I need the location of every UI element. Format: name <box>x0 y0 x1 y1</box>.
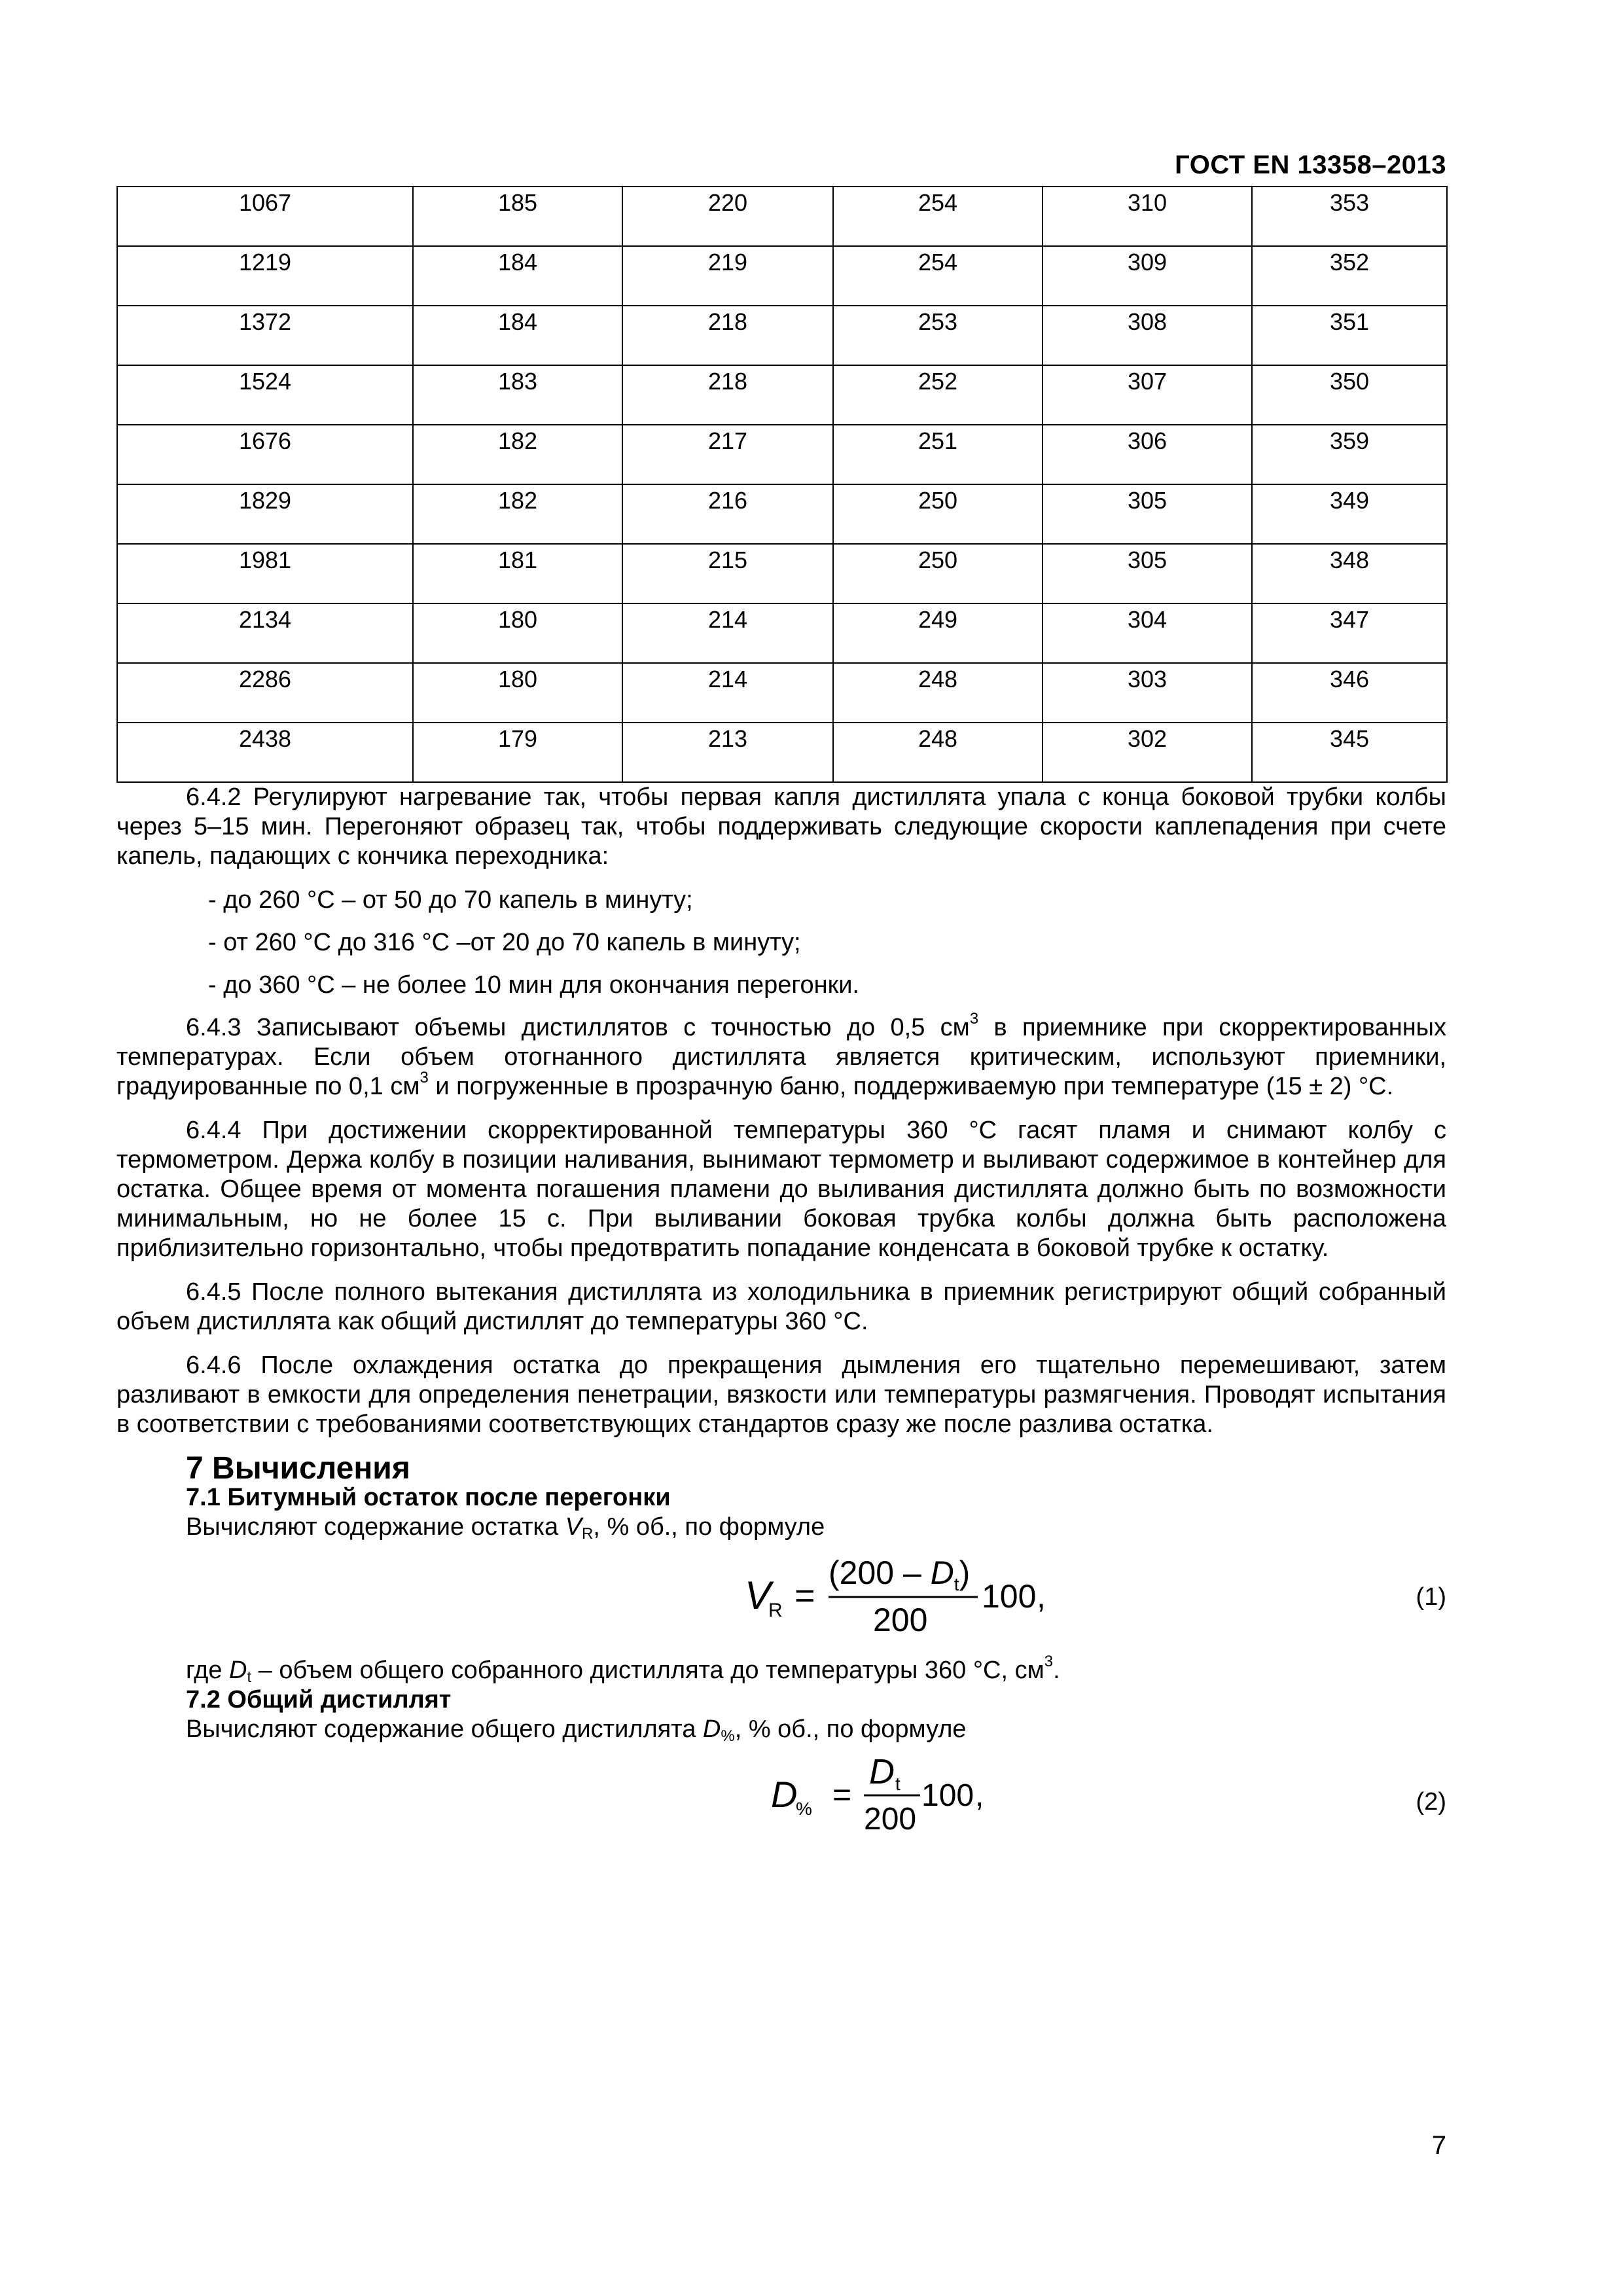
formula-comma: , <box>1037 1578 1046 1615</box>
superscript: 3 <box>1044 1653 1054 1670</box>
table-cell: 250 <box>833 484 1043 544</box>
text: Вычисляют содержание общего дистиллята <box>186 1715 703 1743</box>
text: , % об., по формуле <box>734 1715 967 1743</box>
formula-numerator <box>829 1554 970 1594</box>
table-cell: 359 <box>1252 425 1447 484</box>
formula-1 <box>116 1551 1446 1643</box>
table-cell: 218 <box>622 365 833 425</box>
table-row <box>117 187 1447 246</box>
subscript: % <box>721 1727 735 1745</box>
table-cell: 2286 <box>117 663 413 723</box>
table-cell: 216 <box>622 484 833 544</box>
table-row <box>117 306 1447 365</box>
table-cell: 346 <box>1252 663 1447 723</box>
paragraph-6-4-4: 6.4.4 При достижении скорректированной температуры 360 °С гасят пламя и снимают колбу с термометром. Держа колбу в позиции наливания, вынимают термометр и выливают содержимое в контейнер для остатка. Общее время от момента погашения пламени до выливания дистиллята должно быть по возможности минимальным, но не более 15 с. При выливании боковая трубка колбы должна быть расположена приблизительно горизонтально, чтобы предотвратить попадание конденсата в боковой трубке к остатку. <box>116 1117 1446 1262</box>
table-cell: 179 <box>413 723 622 782</box>
formula-num-sub: t <box>895 1774 901 1794</box>
formula-lhs-sub: % <box>796 1799 812 1819</box>
table-cell: 248 <box>833 663 1043 723</box>
table-cell: 352 <box>1252 246 1447 306</box>
table-cell: 1829 <box>117 484 413 544</box>
table-cell: 353 <box>1252 187 1447 246</box>
table-row <box>117 723 1447 782</box>
paragraph-text: и погруженные в прозрачную баню, поддерживаемую при температуре (15 ± 2) °С. <box>428 1073 1394 1100</box>
table-cell: 2134 <box>117 603 413 663</box>
table-cell: 250 <box>833 544 1043 603</box>
formula-multiplier: 100 <box>982 1578 1037 1615</box>
table-row <box>117 484 1447 544</box>
table-cell: 1372 <box>117 306 413 365</box>
table-cell: 251 <box>833 425 1043 484</box>
formula-num-sub: t <box>954 1574 959 1594</box>
document-header: ГОСТ EN 13358–2013 <box>1175 151 1446 179</box>
table-cell: 305 <box>1043 484 1252 544</box>
formula-lhs: V <box>745 1573 772 1617</box>
text: , % об., по формуле <box>593 1513 825 1541</box>
table-cell: 180 <box>413 663 622 723</box>
list-item: - от 260 °С до 316 °С –от 20 до 70 капель в минуту; <box>208 929 801 956</box>
table-row <box>117 603 1447 663</box>
paragraph-text: в приемнике при скорректированных температурах. Если объем отогнанного дистиллята является критическим, используют приемники, градуированные по 0,1 см <box>116 1014 1446 1100</box>
table-cell: 309 <box>1043 246 1252 306</box>
data-table <box>116 186 1448 783</box>
formula-num-close: ) <box>959 1554 971 1591</box>
table-cell: 306 <box>1043 425 1252 484</box>
document-body <box>116 783 1446 1862</box>
table-cell: 214 <box>622 663 833 723</box>
subsection-text-7-1 <box>116 1513 1446 1542</box>
list-item: - до 360 °С – не более 10 мин для окончания перегонки. <box>208 971 859 999</box>
table-cell: 180 <box>413 603 622 663</box>
table-cell: 182 <box>413 484 622 544</box>
formula-1-svg <box>745 1551 1111 1643</box>
table-cell: 252 <box>833 365 1043 425</box>
formula-comma: , <box>975 1778 984 1813</box>
table-cell: 304 <box>1043 603 1252 663</box>
subscript: R <box>582 1525 594 1543</box>
table-cell: 308 <box>1043 306 1252 365</box>
formula-2 <box>116 1753 1446 1845</box>
table-cell: 310 <box>1043 187 1252 246</box>
table-cell: 347 <box>1252 603 1447 663</box>
variable: D <box>702 1715 721 1743</box>
data-table-body <box>117 187 1447 782</box>
formula-lhs: D <box>771 1774 798 1815</box>
table-cell: 184 <box>413 306 622 365</box>
list-item: - до 260 °С – от 50 до 70 капель в минуту; <box>208 886 693 914</box>
table-cell: 254 <box>833 187 1043 246</box>
table-cell: 218 <box>622 306 833 365</box>
table-cell: 307 <box>1043 365 1252 425</box>
table-cell: 182 <box>413 425 622 484</box>
formula-num-open: (200 – <box>829 1554 931 1591</box>
formula-equals: = <box>794 1576 815 1615</box>
subsection-title-7-1: 7.1 Битумный остаток после перегонки <box>186 1484 671 1511</box>
table-cell: 345 <box>1252 723 1447 782</box>
table-cell: 181 <box>413 544 622 603</box>
variable: D <box>229 1657 247 1684</box>
subsection-title-7-2: 7.2 Общий дистиллят <box>186 1686 452 1713</box>
table-cell: 220 <box>622 187 833 246</box>
formula-2-svg <box>771 1753 1046 1845</box>
table-cell: 249 <box>833 603 1043 663</box>
variable: V <box>565 1513 582 1541</box>
table-cell: 351 <box>1252 306 1447 365</box>
superscript: 3 <box>969 1010 979 1028</box>
paragraph-text: 6.4.3 Записывают объемы дистиллятов с точностью до 0,5 см <box>186 1014 970 1041</box>
text: где <box>186 1657 230 1684</box>
equation-number: (2) <box>1416 1788 1446 1816</box>
table-row <box>117 425 1447 484</box>
table-cell: 350 <box>1252 365 1447 425</box>
table-cell: 183 <box>413 365 622 425</box>
formula-denominator: 200 <box>873 1602 928 1638</box>
table-cell: 1524 <box>117 365 413 425</box>
table-cell: 1067 <box>117 187 413 246</box>
table-cell: 215 <box>622 544 833 603</box>
page-number: 7 <box>1431 2131 1446 2160</box>
table-cell: 302 <box>1043 723 1252 782</box>
formula-num-var: D <box>869 1753 895 1791</box>
formula-multiplier: 100 <box>921 1778 974 1813</box>
table-row <box>117 663 1447 723</box>
paragraph-6-4-2: 6.4.2 Регулируют нагревание так, чтобы первая капля дистиллята упала с конца боковой трубки колбы через 5–15 мин. Перегоняют образец так, чтобы поддерживать следующие скорости каплепадения при счете капель, падающих с кончика переходника: <box>116 783 1446 870</box>
formula-lhs-sub: R <box>768 1600 783 1621</box>
table-cell: 248 <box>833 723 1043 782</box>
table-cell: 254 <box>833 246 1043 306</box>
table-cell: 1676 <box>117 425 413 484</box>
table-cell: 253 <box>833 306 1043 365</box>
subsection-text-7-2 <box>116 1715 1446 1744</box>
table-cell: 303 <box>1043 663 1252 723</box>
text: – объем общего собранного дистиллята до температуры 360 °С, см <box>251 1657 1044 1684</box>
equation-number: (1) <box>1416 1583 1446 1611</box>
table-cell: 217 <box>622 425 833 484</box>
table-row <box>117 246 1447 306</box>
paragraph-6-4-3 <box>116 1010 1446 1102</box>
table-cell: 213 <box>622 723 833 782</box>
where-text <box>116 1653 1446 1686</box>
formula-equals: = <box>832 1776 852 1813</box>
table-cell: 184 <box>413 246 622 306</box>
table-cell: 219 <box>622 246 833 306</box>
formula-num-var: D <box>930 1554 954 1591</box>
table-cell: 1981 <box>117 544 413 603</box>
table-cell: 1219 <box>117 246 413 306</box>
text: Вычисляют содержание остатка <box>186 1513 565 1541</box>
table-row <box>117 544 1447 603</box>
superscript: 3 <box>419 1069 429 1086</box>
text: . <box>1053 1657 1060 1684</box>
formula-denominator: 200 <box>864 1802 917 1837</box>
table-row <box>117 365 1447 425</box>
paragraph-6-4-5: 6.4.5 После полного вытекания дистиллята из холодильника в приемник регистрируют общий собранный объем дистиллята как общий дистиллят до температуры 360 °С. <box>116 1278 1446 1335</box>
table-cell: 348 <box>1252 544 1447 603</box>
table-cell: 214 <box>622 603 833 663</box>
subscript: t <box>247 1668 252 1686</box>
table-cell: 185 <box>413 187 622 246</box>
table-cell: 305 <box>1043 544 1252 603</box>
table-cell: 2438 <box>117 723 413 782</box>
paragraph-6-4-6: 6.4.6 После охлаждения остатка до прекращения дымления его тщательно перемешивают, затем разливают в емкости для определения пенетрации, вязкости или температуры размягчения. Проводят испытания в соответствии с требованиями соответствующих стандартов сразу же после разлива остатка. <box>116 1352 1446 1438</box>
section-title: 7 Вычисления <box>186 1451 410 1486</box>
table-cell: 349 <box>1252 484 1447 544</box>
